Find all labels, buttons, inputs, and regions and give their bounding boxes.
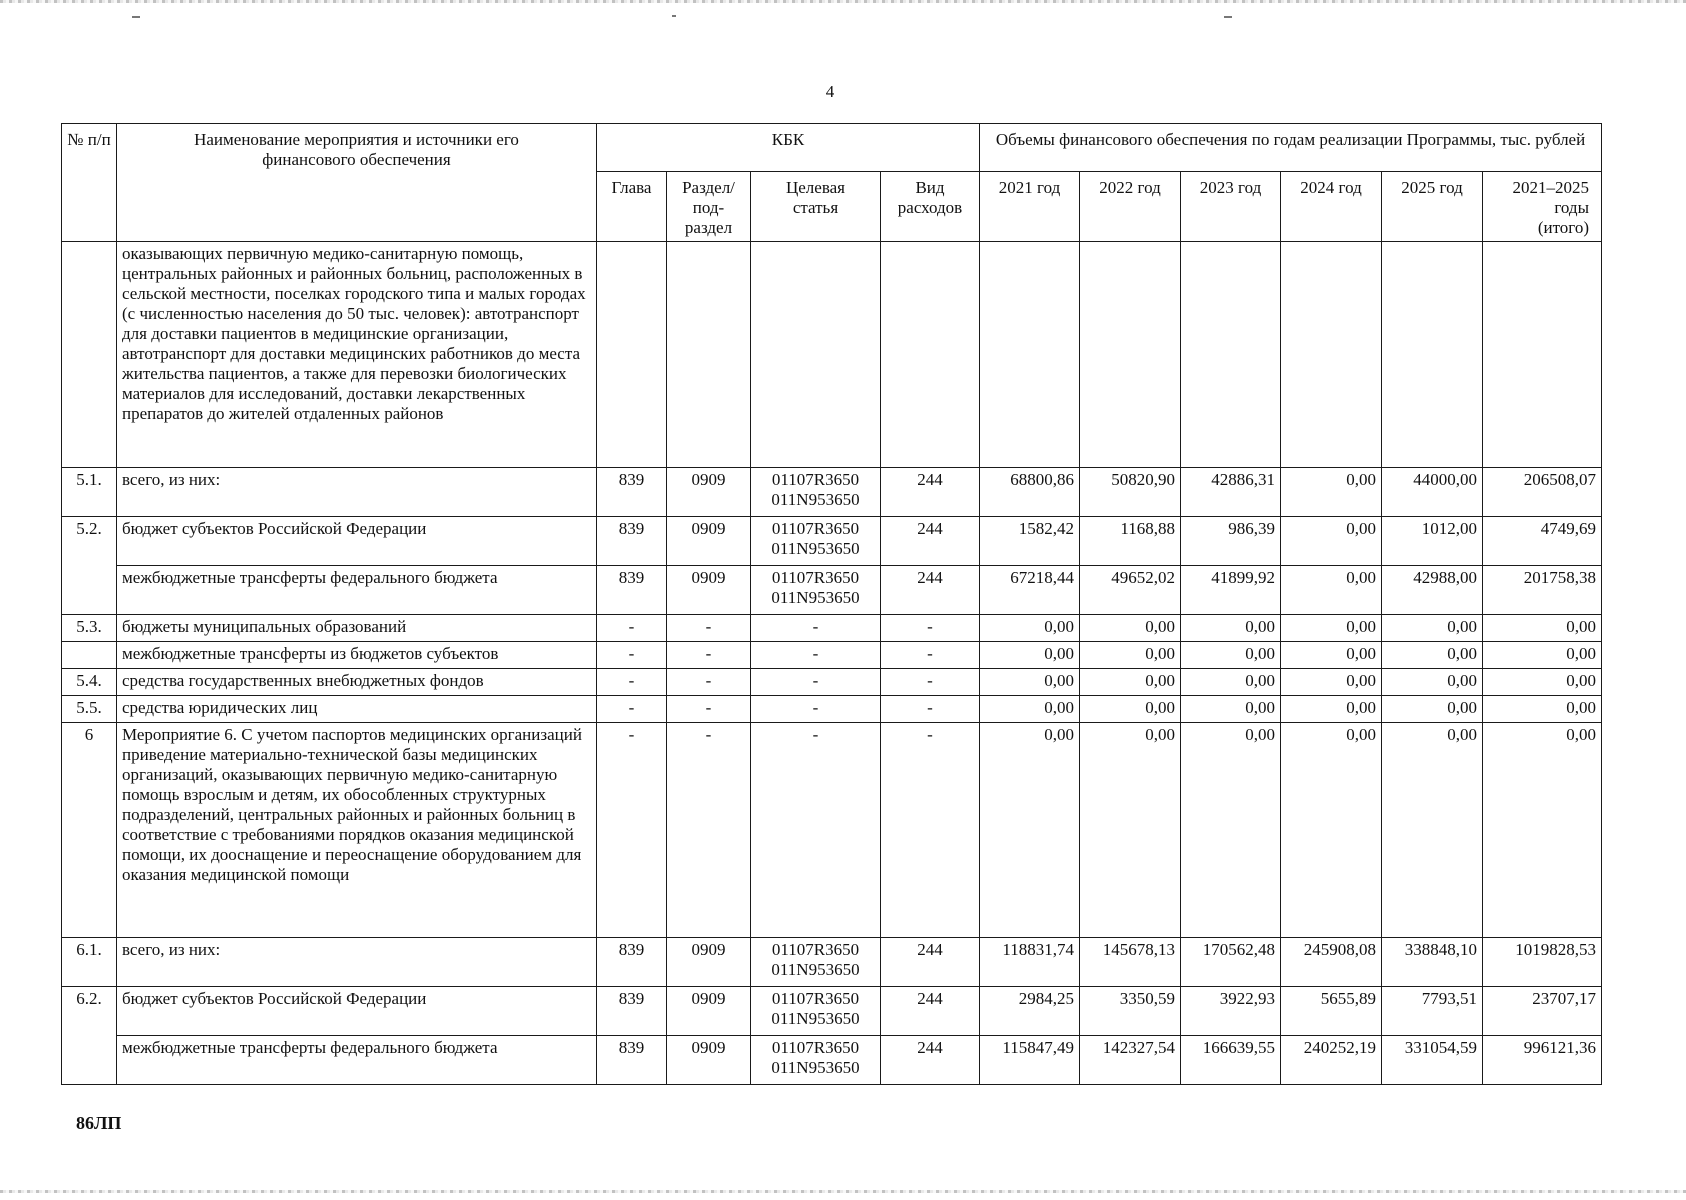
row-name: межбюджетные трансферты из бюджетов субъектов [117, 642, 597, 669]
row-vid: - [881, 723, 980, 938]
row-2021: 67218,44 [980, 566, 1080, 615]
row-celevaya: - [751, 642, 881, 669]
scan-speck [672, 15, 676, 17]
table-row [62, 938, 1602, 987]
row-2023: 3922,93 [1181, 987, 1281, 1036]
row-2022: 1168,88 [1080, 517, 1181, 566]
row-2022: 3350,59 [1080, 987, 1181, 1036]
row-celevaya: 01107R3650 011N953650 [751, 938, 881, 987]
row-num [62, 242, 117, 468]
col-num-header: № п/п [62, 124, 117, 242]
table-row [62, 669, 1602, 696]
row-glava: - [597, 642, 667, 669]
row-razdel: 0909 [667, 517, 751, 566]
row-2022: 0,00 [1080, 723, 1181, 938]
row-2021: 1582,42 [980, 517, 1080, 566]
row-vid [881, 242, 980, 468]
row-2021: 2984,25 [980, 987, 1080, 1036]
row-celevaya: - [751, 669, 881, 696]
row-total: 0,00 [1483, 615, 1602, 642]
row-2025: 338848,10 [1382, 938, 1483, 987]
row-2022: 49652,02 [1080, 566, 1181, 615]
row-celevaya: 01107R3650 011N953650 [751, 468, 881, 517]
row-2023: 0,00 [1181, 642, 1281, 669]
row-2021: 0,00 [980, 723, 1080, 938]
row-total: 996121,36 [1483, 1036, 1602, 1085]
table-row [62, 615, 1602, 642]
col-celevaya-header: Целевая статья [751, 172, 881, 242]
row-2024: 0,00 [1281, 566, 1382, 615]
col-kbk-header: КБК [597, 124, 980, 172]
row-num: 6.1. [62, 938, 117, 987]
row-2022: 142327,54 [1080, 1036, 1181, 1085]
row-razdel: - [667, 615, 751, 642]
row-2025: 7793,51 [1382, 987, 1483, 1036]
row-2021: 0,00 [980, 696, 1080, 723]
row-2022: 145678,13 [1080, 938, 1181, 987]
row-total: 0,00 [1483, 696, 1602, 723]
row-glava: - [597, 723, 667, 938]
row-2023 [1181, 242, 1281, 468]
col-volumes-header: Объемы финансового обеспечения по годам реализации Программы, тыс. рублей [980, 124, 1602, 172]
row-2023: 0,00 [1181, 615, 1281, 642]
row-2024: 0,00 [1281, 723, 1382, 938]
row-num: 5.3. [62, 615, 117, 642]
row-2022: 0,00 [1080, 615, 1181, 642]
footer-code: 86ЛП [76, 1113, 122, 1133]
row-vid: - [881, 642, 980, 669]
row-glava: 839 [597, 938, 667, 987]
row-2022: 0,00 [1080, 642, 1181, 669]
row-2023: 0,00 [1181, 669, 1281, 696]
row-celevaya: - [751, 696, 881, 723]
row-razdel [667, 242, 751, 468]
row-2023: 42886,31 [1181, 468, 1281, 517]
row-2022: 50820,90 [1080, 468, 1181, 517]
row-2021 [980, 242, 1080, 468]
row-vid: 244 [881, 987, 980, 1036]
row-2023: 0,00 [1181, 696, 1281, 723]
col-2022-header: 2022 год [1080, 172, 1181, 242]
row-celevaya: - [751, 723, 881, 938]
row-2021: 68800,86 [980, 468, 1080, 517]
table-row [62, 987, 1602, 1036]
row-2022: 0,00 [1080, 669, 1181, 696]
row-razdel: 0909 [667, 938, 751, 987]
row-glava: 839 [597, 1036, 667, 1085]
row-celevaya: 01107R3650 011N953650 [751, 1036, 881, 1085]
row-vid: 244 [881, 1036, 980, 1085]
scan-edge-top [0, 0, 1686, 3]
row-vid: - [881, 696, 980, 723]
row-total: 0,00 [1483, 669, 1602, 696]
row-2024: 5655,89 [1281, 987, 1382, 1036]
row-2025: 0,00 [1382, 642, 1483, 669]
row-2025: 331054,59 [1382, 1036, 1483, 1085]
table-row [62, 642, 1602, 669]
col-name-header: Наименование мероприятия и источники его финансового обеспечения [117, 124, 597, 242]
row-num: 5.4. [62, 669, 117, 696]
row-razdel: 0909 [667, 987, 751, 1036]
row-razdel: - [667, 723, 751, 938]
table-row [62, 1036, 1602, 1085]
row-total: 1019828,53 [1483, 938, 1602, 987]
row-num: 5.5. [62, 696, 117, 723]
financing-table [61, 123, 1602, 1085]
row-2024: 0,00 [1281, 517, 1382, 566]
row-2021: 118831,74 [980, 938, 1080, 987]
table-row [62, 696, 1602, 723]
row-num: 6.2. [62, 987, 117, 1085]
col-2024-header: 2024 год [1281, 172, 1382, 242]
row-name: всего, из них: [117, 468, 597, 517]
row-2021: 0,00 [980, 615, 1080, 642]
scan-speck [132, 16, 140, 18]
scan-speck [1224, 16, 1232, 18]
row-num: 6 [62, 723, 117, 938]
row-total: 23707,17 [1483, 987, 1602, 1036]
row-total [1483, 242, 1602, 468]
row-vid: - [881, 669, 980, 696]
row-num: 5.1. [62, 468, 117, 517]
row-name: межбюджетные трансферты федерального бюджета [117, 566, 597, 615]
row-2023: 0,00 [1181, 723, 1281, 938]
row-celevaya: 01107R3650 011N953650 [751, 517, 881, 566]
row-total: 4749,69 [1483, 517, 1602, 566]
row-name: оказывающих первичную медико-санитарную помощь, центральных районных и районных больниц, расположенных в сельской местности, поселках городского типа и малых городах (с численностью населения до 50 тыс. человек): автотранспорт для доставки пациентов в медицинские организации, автотранспорт для доставки медицинских работников до места жительства пациентов, а также для перевозки биологических материалов для исследований, доставки лекарственных препаратов до жителей отдаленных районов [117, 242, 597, 468]
row-num [62, 642, 117, 669]
row-glava: - [597, 696, 667, 723]
row-total: 0,00 [1483, 723, 1602, 938]
col-2025-header: 2025 год [1382, 172, 1483, 242]
row-name: средства государственных внебюджетных фондов [117, 669, 597, 696]
row-razdel: - [667, 642, 751, 669]
row-2024: 0,00 [1281, 642, 1382, 669]
row-celevaya: 01107R3650 011N953650 [751, 987, 881, 1036]
row-name: межбюджетные трансферты федерального бюджета [117, 1036, 597, 1085]
row-celevaya [751, 242, 881, 468]
row-vid: - [881, 615, 980, 642]
col-razdel-header: Раздел/ под- раздел [667, 172, 751, 242]
row-glava: - [597, 615, 667, 642]
row-2025 [1382, 242, 1483, 468]
row-2025: 0,00 [1382, 696, 1483, 723]
row-glava [597, 242, 667, 468]
page-number: 4 [825, 82, 835, 101]
row-celevaya: - [751, 615, 881, 642]
row-razdel: 0909 [667, 566, 751, 615]
table-row [62, 566, 1602, 615]
row-2025: 0,00 [1382, 669, 1483, 696]
col-glava-header: Глава [597, 172, 667, 242]
row-2024 [1281, 242, 1382, 468]
row-glava: 839 [597, 566, 667, 615]
row-total: 0,00 [1483, 642, 1602, 669]
col-vid-header: Вид расходов [881, 172, 980, 242]
row-razdel: 0909 [667, 468, 751, 517]
row-2024: 0,00 [1281, 615, 1382, 642]
col-total-header: 2021–2025 годы (итого) [1483, 172, 1602, 242]
row-2023: 170562,48 [1181, 938, 1281, 987]
row-glava: 839 [597, 517, 667, 566]
row-2022: 0,00 [1080, 696, 1181, 723]
row-vid: 244 [881, 938, 980, 987]
table-row [62, 517, 1602, 566]
row-vid: 244 [881, 566, 980, 615]
row-name: средства юридических лиц [117, 696, 597, 723]
row-razdel: - [667, 696, 751, 723]
row-razdel: 0909 [667, 1036, 751, 1085]
table-row [62, 723, 1602, 938]
table-row [62, 468, 1602, 517]
row-2021: 0,00 [980, 642, 1080, 669]
row-2025: 0,00 [1382, 723, 1483, 938]
row-2024: 0,00 [1281, 696, 1382, 723]
row-2025: 0,00 [1382, 615, 1483, 642]
row-2024: 0,00 [1281, 468, 1382, 517]
row-name: бюджеты муниципальных образований [117, 615, 597, 642]
row-name: бюджет субъектов Российской Федерации [117, 987, 597, 1036]
row-razdel: - [667, 669, 751, 696]
row-celevaya: 01107R3650 011N953650 [751, 566, 881, 615]
row-vid: 244 [881, 468, 980, 517]
row-2025: 42988,00 [1382, 566, 1483, 615]
row-2025: 1012,00 [1382, 517, 1483, 566]
row-num: 5.2. [62, 517, 117, 615]
scan-edge-bottom [0, 1190, 1686, 1193]
row-glava: 839 [597, 987, 667, 1036]
row-2021: 115847,49 [980, 1036, 1080, 1085]
col-2023-header: 2023 год [1181, 172, 1281, 242]
row-glava: - [597, 669, 667, 696]
table-row [62, 242, 1602, 468]
table-header [62, 124, 1602, 242]
row-2024: 240252,19 [1281, 1036, 1382, 1085]
row-2025: 44000,00 [1382, 468, 1483, 517]
row-2021: 0,00 [980, 669, 1080, 696]
row-2023: 166639,55 [1181, 1036, 1281, 1085]
row-name: бюджет субъектов Российской Федерации [117, 517, 597, 566]
row-2023: 41899,92 [1181, 566, 1281, 615]
row-name: всего, из них: [117, 938, 597, 987]
row-glava: 839 [597, 468, 667, 517]
row-2024: 0,00 [1281, 669, 1382, 696]
row-vid: 244 [881, 517, 980, 566]
row-total: 201758,38 [1483, 566, 1602, 615]
row-name: Мероприятие 6. С учетом паспортов медицинских организаций приведение материально-технической базы медицинских организаций, оказывающих первичную медико-санитарную помощь взрослым и детям, их обособленных структурных подразделений, центральных районных и районных больниц в соответствие с требованиями порядков оказания медицинской помощи, их дооснащение и переоснащение оборудованием для оказания медицинской помощи [117, 723, 597, 938]
col-2021-header: 2021 год [980, 172, 1080, 242]
row-total: 206508,07 [1483, 468, 1602, 517]
row-2024: 245908,08 [1281, 938, 1382, 987]
row-2022 [1080, 242, 1181, 468]
row-2023: 986,39 [1181, 517, 1281, 566]
